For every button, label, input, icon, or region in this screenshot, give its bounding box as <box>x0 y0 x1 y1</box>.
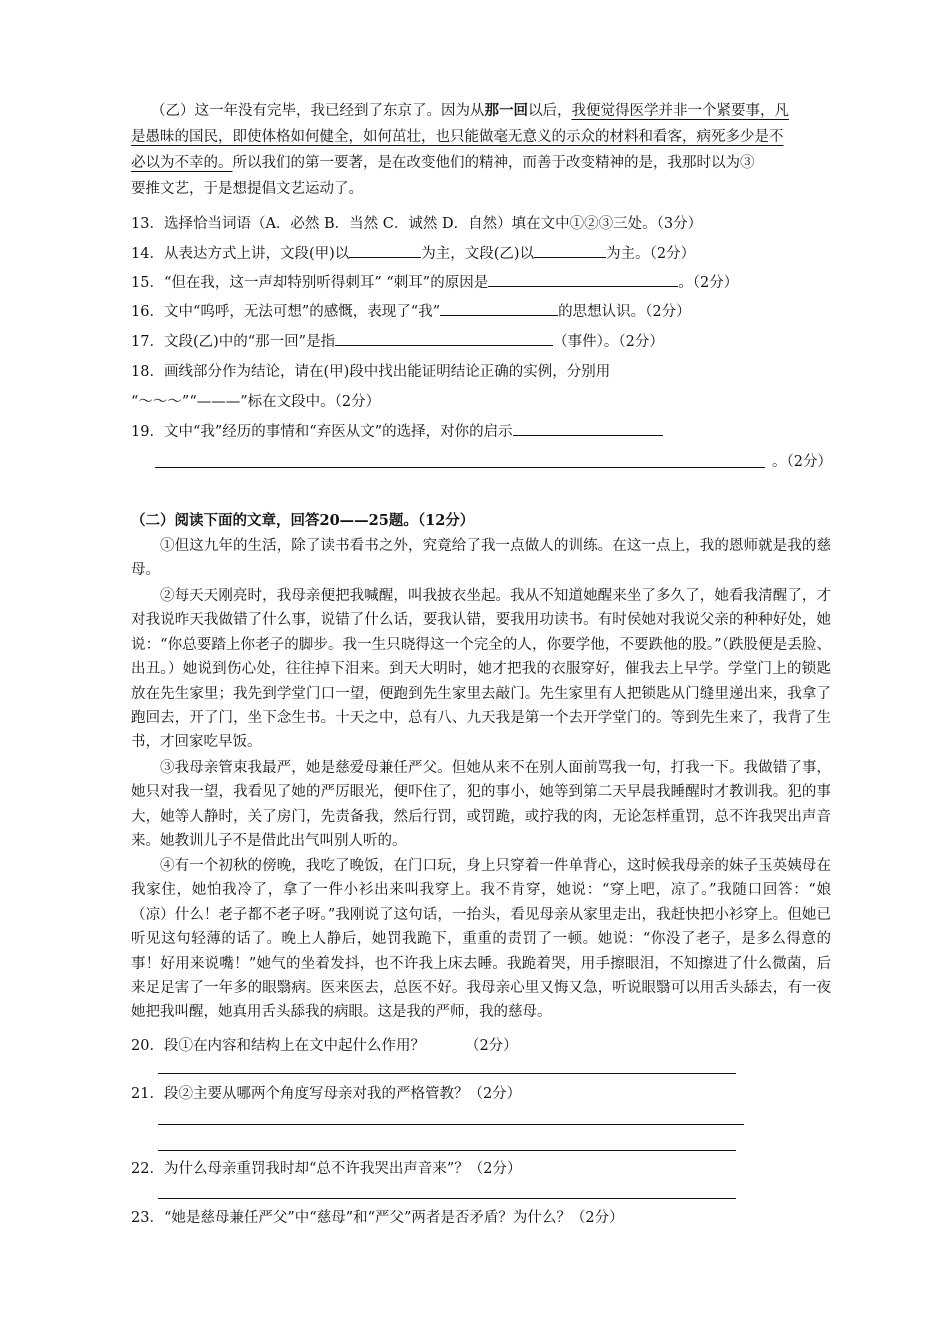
question-17: 17．文段(乙)中的“那一回”是指 （事件）。（2分） <box>131 331 664 353</box>
passage-yi-line-4: 要推文艺，于是想提倡文艺运动了。 <box>131 181 363 197</box>
question-20: 20．段①在内容和结构上在文中起什么作用？ （2分） <box>131 1038 518 1054</box>
passage-yi-line-1: （乙）这一年没有完毕，我已经到了东京了。因为从那一回以后，我便觉得医学并非一个紧要事，凡 <box>151 102 789 119</box>
question-22: 22．为什么母亲重罚我时却“总不许我哭出声音来”？（2分） <box>131 1161 522 1177</box>
question-23: 23．“她是慈母兼任严父”中“慈母”和“严父”两者是否矛盾？为什么？（2分） <box>131 1210 624 1226</box>
question-14: 14．从表达方式上讲，文段(甲)以 为主，文段(乙)以 为主。（2分） <box>131 243 695 265</box>
answer-blank[interactable] <box>513 421 663 436</box>
answer-line[interactable] <box>158 1124 744 1125</box>
answer-line[interactable] <box>158 1150 736 1151</box>
passage-yi-line-2: 是愚昧的国民，即使体格如何健全，如何茁壮，也只能做毫无意义的示众的材料和看客，病死多少是不 <box>131 129 784 145</box>
question-13: 13．选择恰当词语（A．必然 B．当然 C．诚然 D．自然）填在文中①②③三处。（3分） <box>131 216 703 232</box>
section-2-heading: （二）阅读下面的文章，回答20——25题。（12分） <box>131 512 475 529</box>
paragraph-2: ②每天天刚亮时，我母亲便把我喊醒，叫我披衣坐起。我从不知道她醒来坐了多久了，她看我清醒了，才对我说昨天我做错了什么事，说错了什么话，要我认错，要我用功读书。有时侯她对我说父亲的种种好处，她说：“你总要踏上你老子的脚步。我一生只晓得这一个完全的人，你要学他，不要跌他的股。”（跌股便是丢脸、出丑。）她说到伤心处，往往掉下泪来。到天大明时，她才把我的衣服穿好，催我去上早学。学堂门上的锁匙放在先生家里；我先到学堂门口一望，便跑到先生家里去敲门。先生家里有人把锁匙从门缝里递出来，我拿了跑回去，开了门，坐下念生书。十天之中，总有八、九天我是第一个去开学堂门的。等到先生来了，我背了生书，才回家吃早饭。 <box>131 588 831 751</box>
answer-line[interactable] <box>155 467 765 468</box>
question-19: 19．文中“我”经历的事情和“弃医从文”的选择，对你的启示 <box>131 421 663 443</box>
question-19-score: 。（2分） <box>772 454 832 470</box>
question-18-line-1: 18．画线部分作为结论，请在(甲)段中找出能证明结论正确的实例，分别用 <box>131 364 611 380</box>
answer-blank[interactable] <box>335 331 553 346</box>
question-15: 15．“但在我，这一声却特别听得刺耳” “刺耳”的原因是 。（2分） <box>131 272 738 294</box>
question-16: 16．文中“呜呼，无法可想”的感慨，表现了“我” 的思想认识。（2分） <box>131 301 691 323</box>
answer-blank[interactable] <box>349 243 421 258</box>
passage-yi-line-3: 必以为不幸的。所以我们的第一要著，是在改变他们的精神，而善于改变精神的是，我那时以为③ <box>131 155 755 171</box>
paragraph-3: ③我母亲管束我最严，她是慈爱母兼任严父。但她从来不在别人面前骂我一句，打我一下。我做错了事，她只对我一望，我看见了她的严厉眼光，便吓住了，犯的事小，她等到第二天早晨我睡醒时才教训我。犯的事大，她等人静时，关了房门，先责备我，然后行罚，或罚跪，或拧我的肉，无论怎样重罚，总不许我哭出声音来。她教训儿子不是借此出气叫别人听的。 <box>131 760 831 850</box>
question-18-line-2: “～～～”“———”标在文段中。（2分） <box>131 394 381 410</box>
paragraph-4: ④有一个初秋的傍晚，我吃了晚饭，在门口玩，身上只穿着一件单背心，这时候我母亲的妹子玉英姨母在我家住，她怕我冷了，拿了一件小衫出来叫我穿上。我不肯穿，她说：“穿上吧，凉了。”我随口回答：“娘（凉）什么！老子都不老子呀。”我刚说了这句话，一抬头，看见母亲从家里走出，我赶快把小衫穿上。但她已听见这句轻薄的话了。晚上人静后，她罚我跪下，重重的责罚了一顿。她说：“你没了老子，是多么得意的事！好用来说嘴！”她气的坐着发抖，也不许我上床去睡。我跪着哭，用手擦眼泪，不知擦进了什么微菌，后来足足害了一年多的眼翳病。医来医去，总医不好。我母亲心里又悔又急，听说眼翳可以用舌头舔去，有一夜她把我叫醒，她真用舌头舔我的病眼。这是我的严师，我的慈母。 <box>131 858 831 1021</box>
answer-line[interactable] <box>158 1073 736 1074</box>
paragraph-1: ①但这九年的生活，除了读书看书之外，究竟给了我一点做人的训练。在这一点上，我的恩师就是我的慈母。 <box>131 538 831 579</box>
answer-blank[interactable] <box>440 301 558 316</box>
answer-blank[interactable] <box>488 272 678 287</box>
answer-blank[interactable] <box>534 243 606 258</box>
question-21: 21．段②主要从哪两个角度写母亲对我的严格管教？（2分） <box>131 1086 522 1102</box>
answer-line[interactable] <box>158 1198 736 1199</box>
